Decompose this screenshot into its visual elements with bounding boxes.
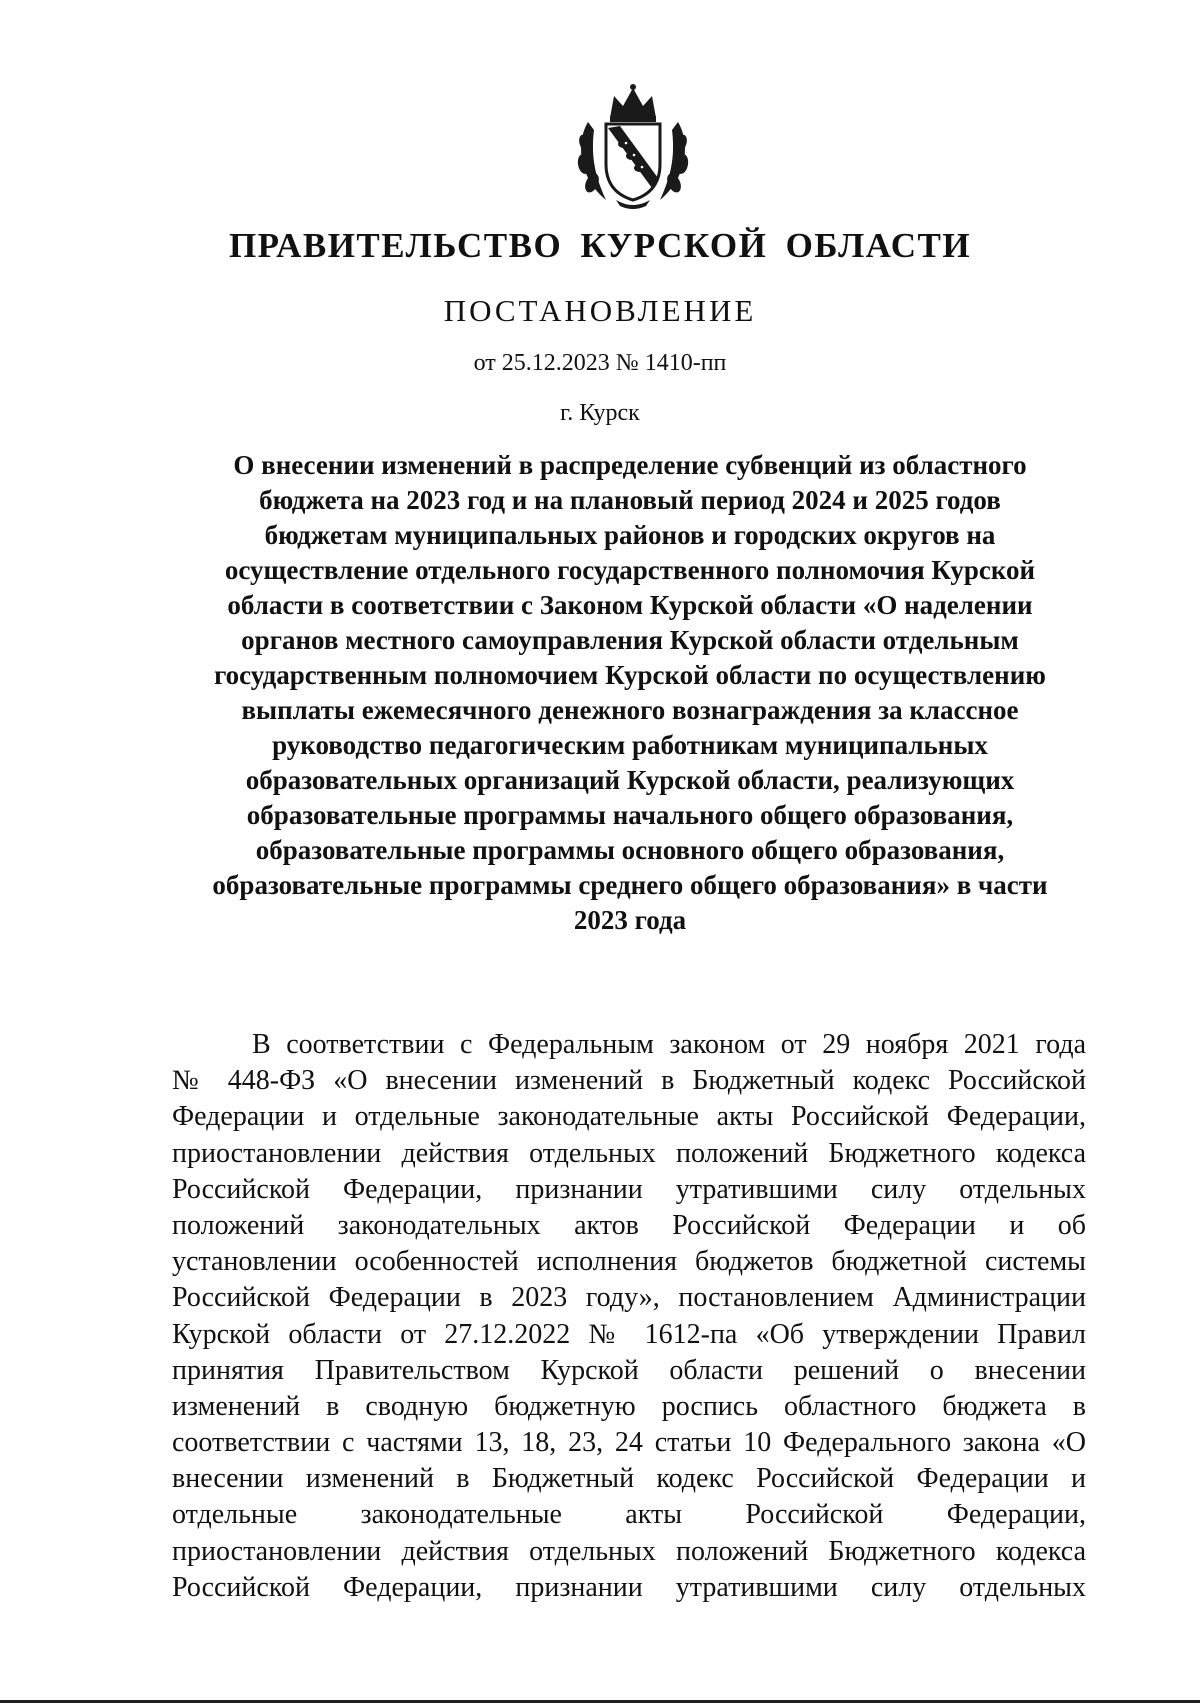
document-number: от 25.12.2023 № 1410-пп (473, 350, 727, 376)
subject-line: О внесении изменений в распределение субвенций из областного (233, 450, 1027, 480)
subject-line: образовательные программы среднего общего образования» в части (212, 870, 1048, 900)
body-line: приостановлении действия отдельных положений Бюджетного кодекса (172, 1137, 1086, 1169)
body-line: изменений в сводную бюджетную роспись областного бюджета в (172, 1390, 1086, 1422)
document-subject (170, 448, 1090, 938)
body-line: Российской Федерации в 2023 году», постановлением Администрации (172, 1282, 1086, 1314)
body-line: отдельные законодательные акты Российской Федерации, (172, 1499, 1086, 1531)
body-line: принятия Правительством Курской области решений о внесении (172, 1354, 1086, 1386)
body-line: соответствии с частями 13, 18, 23, 24 статьи 10 Федерального закона «О (172, 1427, 1086, 1459)
subject-line: руководство педагогическим работникам муниципальных (272, 730, 988, 760)
subject-line: органов местного самоуправления Курской области отдельным (241, 625, 1019, 655)
body-line: Федерации и отдельные законодательные акты Российской Федерации, (172, 1101, 1086, 1133)
subject-line: образовательных организаций Курской области, реализующих (245, 765, 1015, 795)
subject-line: бюджетам муниципальных районов и городских округов на (264, 520, 996, 550)
subject-line: бюджета на 2023 год и на плановый период 2024 и 2025 годов (259, 485, 1001, 515)
document-city: г. Курск (560, 400, 640, 426)
body-line: положений законодательных актов Российской Федерации и об (172, 1209, 1086, 1241)
organization-title: ПРАВИТЕЛЬСТВО КУРСКОЙ ОБЛАСТИ (228, 226, 972, 265)
body-line: № 448-ФЗ «О внесении изменений в Бюджетный кодекс Российской (172, 1065, 1086, 1097)
body-line: внесении изменений в Бюджетный кодекс Российской Федерации и (172, 1463, 1086, 1495)
body-line: установлении особенностей исполнения бюджетов бюджетной системы (172, 1246, 1086, 1278)
body-line: приостановлении действия отдельных положений Бюджетного кодекса (172, 1535, 1086, 1567)
body-paragraph (172, 1027, 1086, 1606)
subject-line: образовательные программы начального общего образования, (246, 800, 1014, 830)
subject-line: осуществление отдельного государственного полномочия Курской (224, 555, 1036, 585)
subject-line: области в соответствии с Законом Курской области «О наделении (227, 590, 1033, 620)
scan-edge-line (0, 1700, 1200, 1703)
body-line: Курской области от 27.12.2022 № 1612-па «Об утверждении Правил (172, 1318, 1086, 1350)
document-type: ПОСТАНОВЛЕНИЕ (443, 293, 757, 328)
subject-line: образовательные программы основного общего образования, (255, 835, 1005, 865)
subject-line: государственным полномочием Курской области по осуществлению (214, 660, 1046, 690)
kursk-coat-of-arms-icon (568, 82, 698, 212)
subject-line: выплаты ежемесячного денежного вознаграждения за классное (241, 695, 1019, 725)
subject-line: 2023 года (573, 905, 687, 935)
body-line: В соответствии с Федеральным законом от 29 ноября 2021 года (252, 1029, 1086, 1060)
body-line: Российской Федерации, признании утратившими силу отдельных (172, 1173, 1086, 1205)
body-line: Российской Федерации, признании утратившими силу отдельных (172, 1571, 1086, 1603)
